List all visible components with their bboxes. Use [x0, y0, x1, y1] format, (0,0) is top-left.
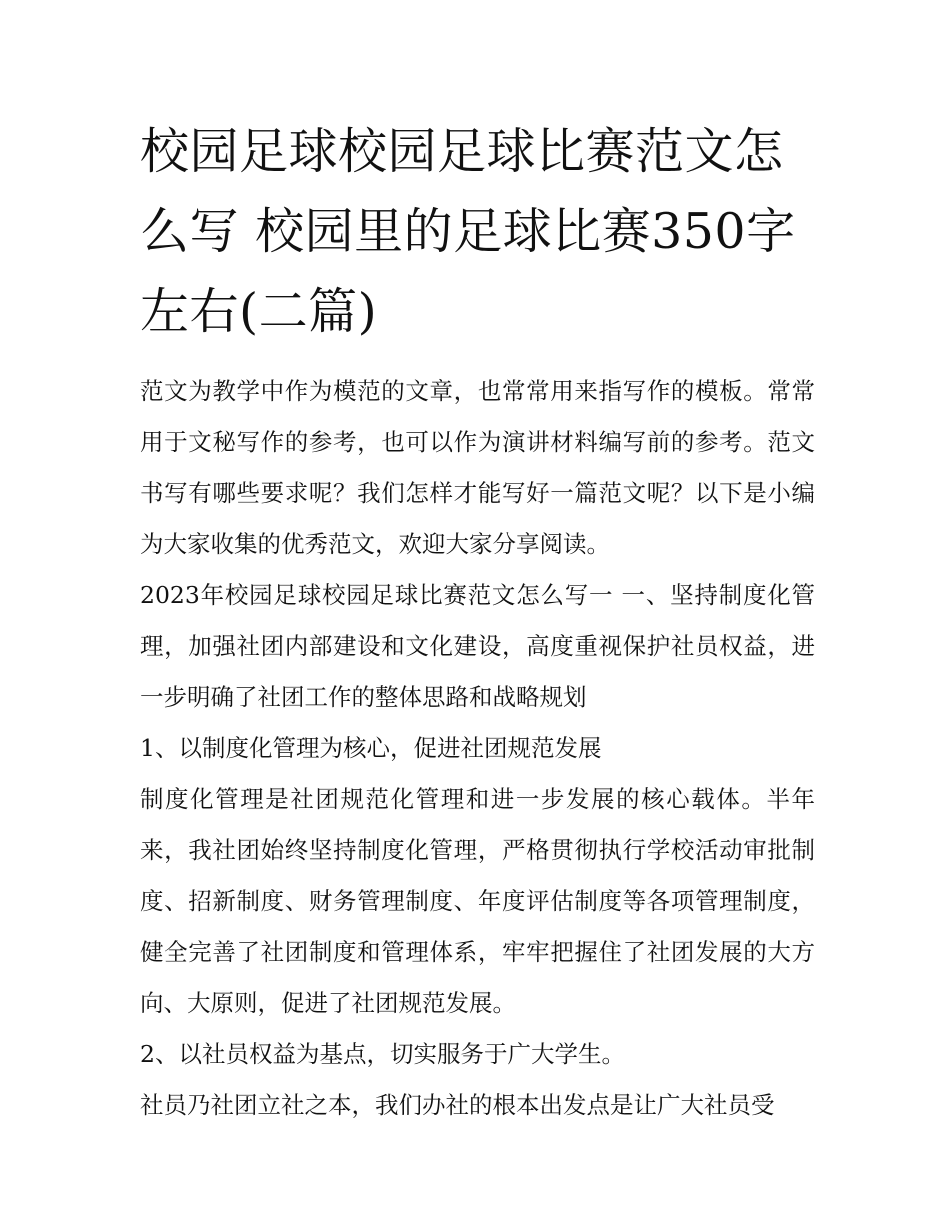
point-1-body: 制度化管理是社团规范化管理和进一步发展的核心载体。半年来，我社团始终坚持制度化管理，严格贯彻执行学校活动审批制度、招新制度、财务管理制度、年度评估制度等各项管理制度，健全完善了社团制度和管理体系，牢牢把握住了社团发展的大方向、大原则，促进了社团规范发展。: [140, 785, 815, 1017]
section-heading-paragraph: 2023年校园足球校园足球比赛范文怎么写一 一、坚持制度化管理，加强社团内部建设和文化建设，高度重视保护社员权益，进一步明确了社团工作的整体思路和战略规划: [140, 581, 815, 711]
point-1-heading: 1、以制度化管理为核心，促进社团规范发展: [140, 734, 602, 762]
document-page: [140, 112, 815, 1131]
point-2-heading: 2、以社员权益为基点，切实服务于广大学生。: [140, 1040, 625, 1068]
document-title: 校园足球校园足球比赛范文怎么写 校园里的足球比赛350字左右(二篇): [140, 123, 796, 340]
intro-paragraph: 范文为教学中作为模范的文章，也常常用来指写作的模板。常常用于文秘写作的参考，也可以作为演讲材料编写前的参考。范文书写有哪些要求呢？我们怎样才能写好一篇范文呢？以下是小编为大家收集的优秀范文，欢迎大家分享阅读。: [140, 377, 815, 558]
point-2-body: 社员乃社团立社之本，我们办社的根本出发点是让广大社员受: [140, 1091, 775, 1119]
